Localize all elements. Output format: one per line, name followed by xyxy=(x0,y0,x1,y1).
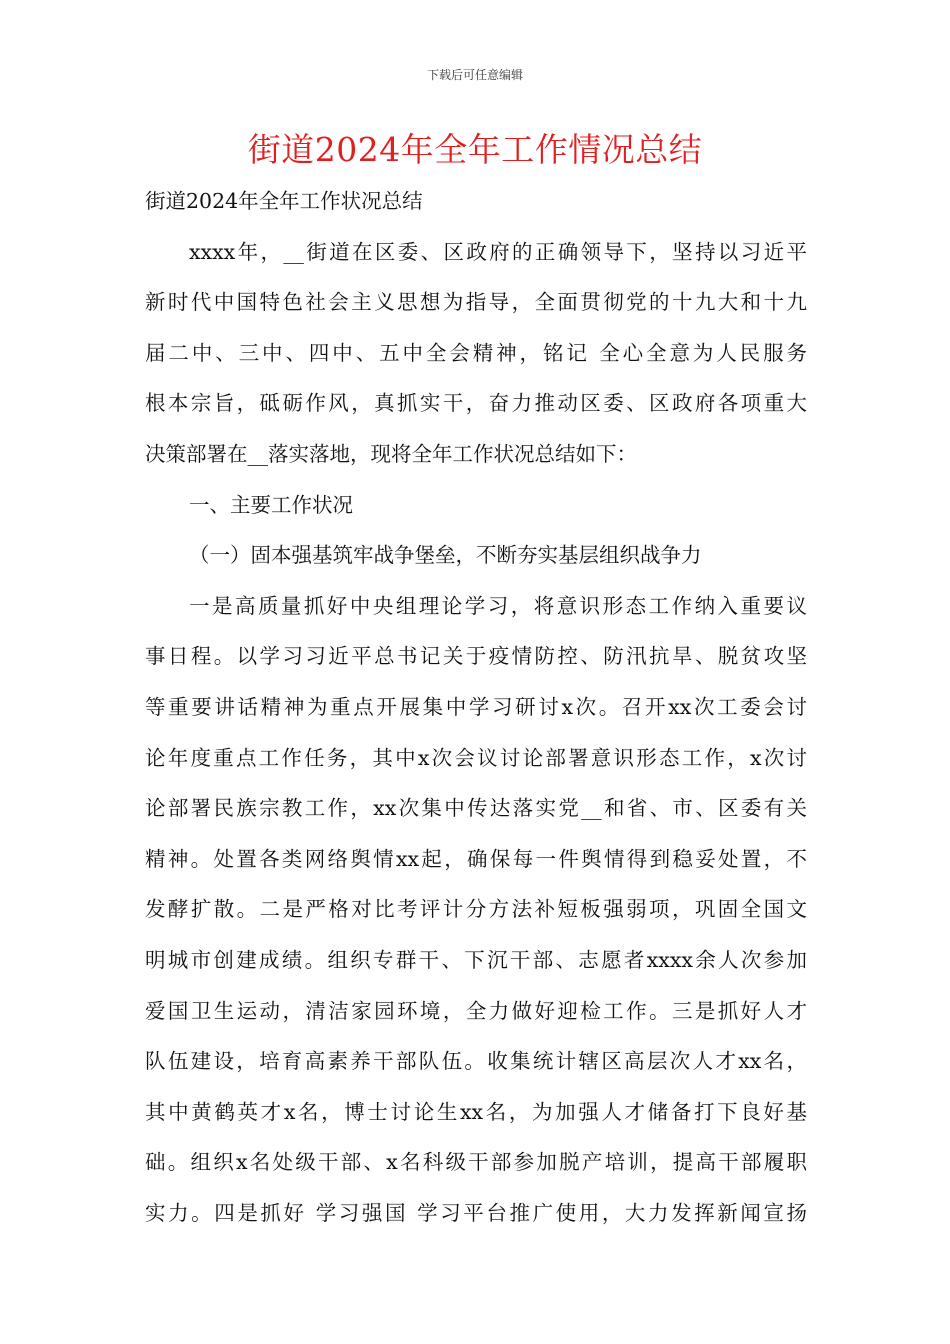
body-line: （一）固本强基筑牢战争堡垒，不断夯实基层组织战争力 xyxy=(189,543,702,568)
header-note: 下载后可任意编辑 xyxy=(426,68,523,82)
body-line: 精神。处置各类网络舆情xx起，确保每一件舆情得到稳妥处置，不 xyxy=(145,846,807,871)
document-body xyxy=(145,176,807,1238)
body-line: 一、主要工作状况 xyxy=(189,492,353,517)
document-title: 街道2024年全年工作情况总结 xyxy=(247,130,703,169)
body-line: 新时代中国特色社会主义思想为指导，全面贯彻党的十九大和十九 xyxy=(145,290,807,315)
body-line: 一是高质量抓好中央组理论学习，将意识形态工作纳入重要议 xyxy=(189,593,807,618)
body-line: 础。组织x名处级干部、x名科级干部参加脱产培训，提高干部履职 xyxy=(145,1150,807,1175)
body-line: 实力。四是抓好 学习强国 学习平台推广使用，大力发挥新闻宣扬 xyxy=(145,1200,807,1225)
body-line: 其中黄鹤英才x名，博士讨论生xx名，为加强人才储备打下良好基 xyxy=(145,1099,807,1124)
body-line: 明城市创建成绩。组织专群干、下沉干部、志愿者xxxx余人次参加 xyxy=(145,947,807,972)
body-line: 论年度重点工作任务，其中x次会议讨论部署意识形态工作，x次讨 xyxy=(145,745,807,770)
body-line: 根本宗旨，砥砺作风，真抓实干，奋力推动区委、区政府各项重大 xyxy=(145,391,807,416)
body-line: 等重要讲话精神为重点开展集中学习研讨x次。召开xx次工委会讨 xyxy=(145,694,807,719)
body-line: 事日程。以学习习近平总书记关于疫情防控、防汛抗旱、脱贫攻坚 xyxy=(145,644,807,669)
body-line: 论部署民族宗教工作，xx次集中传达落实党__和省、市、区委有关 xyxy=(145,796,807,821)
body-line: 爱国卫生运动，清洁家园环境，全力做好迎检工作。三是抓好人才 xyxy=(145,998,807,1023)
body-line: 街道2024年全年工作状况总结 xyxy=(145,189,423,213)
body-line: 届二中、三中、四中、五中全会精神，铭记 全心全意为人民服务 xyxy=(145,340,807,365)
body-line: 决策部署在__落实落地，现将全年工作状况总结如下： xyxy=(145,441,637,466)
body-line: 队伍建设，培育高素养干部队伍。收集统计辖区高层次人才xx名， xyxy=(145,1049,807,1074)
body-line: 发酵扩散。二是严格对比考评计分方法补短板强弱项，巩固全国文 xyxy=(145,897,807,922)
body-line: xxxx年，__街道在区委、区政府的正确领导下，坚持以习近平 xyxy=(189,239,807,264)
